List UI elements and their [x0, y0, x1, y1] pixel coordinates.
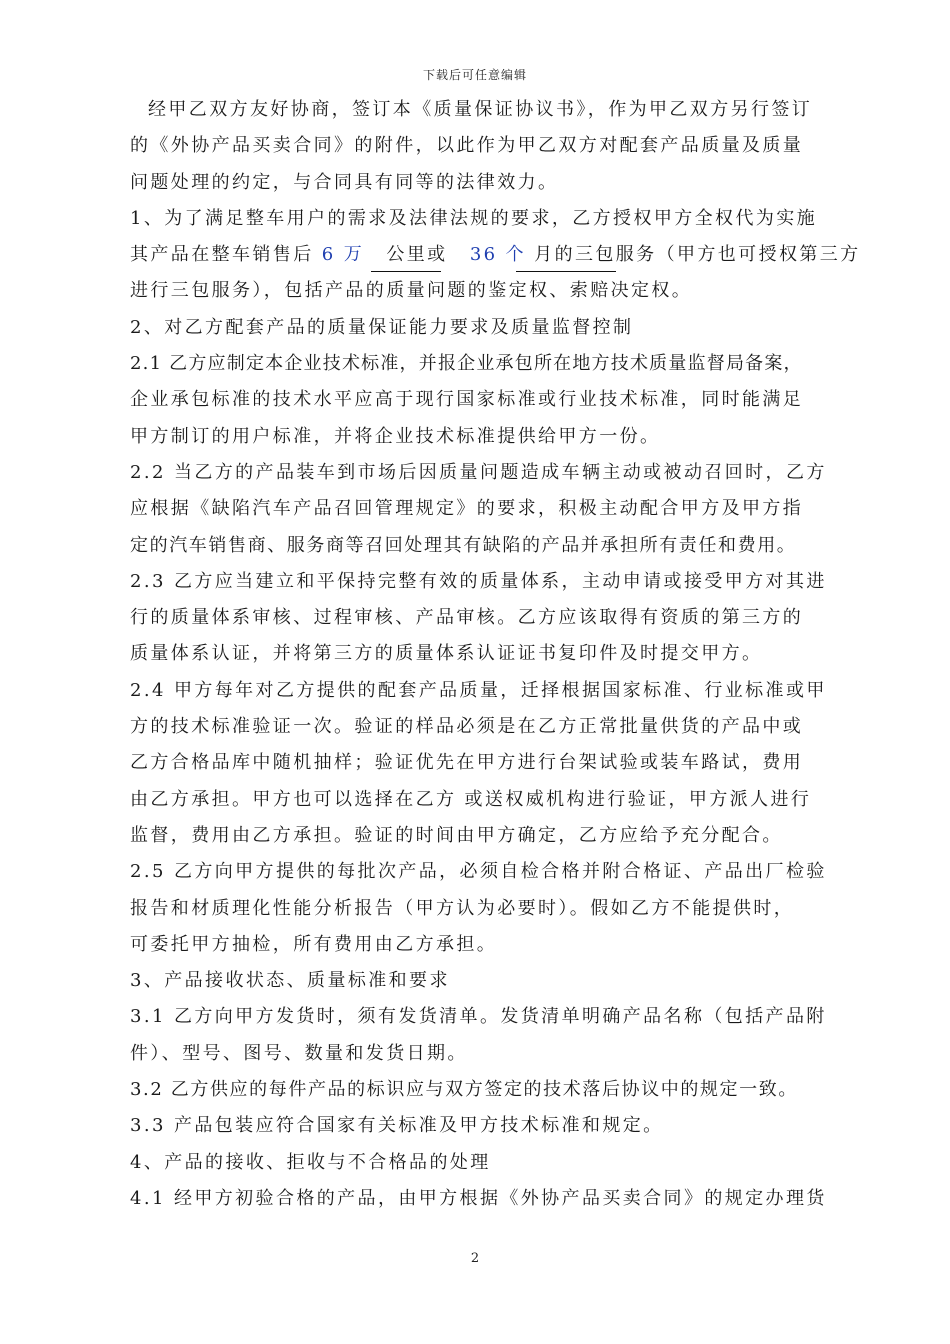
page-header: 下载后可任意编辑 [422, 68, 527, 82]
section-heading: 4、产品的接收、拒收与不合格品的处理 [130, 1151, 491, 1173]
paragraph-line: 2.3 乙方应当建立和平保持完整有效的质量体系，主动申请或接受甲方对其进 [130, 570, 827, 592]
paragraph-line: 报告和材质理化性能分析报告（甲方认为必要时）。假如乙方不能提供时， [130, 897, 795, 919]
warranty-month-value: 36 个 [469, 244, 527, 266]
paragraph-line: 行的质量体系审核、过程审核、产品审核。乙方应该取得有资质的第三方的 [130, 607, 804, 629]
paragraph-line: 问题处理的约定，与合同具有同等的法律效力。 [130, 171, 559, 193]
paragraph-line: 3.2 乙方供应的每件产品的标识应与双方签定的技术落后协议中的规定一致。 [130, 1079, 798, 1101]
warranty-text-mid1: 公里或 [386, 244, 448, 266]
paragraph-line: 经甲乙双方友好协商，签订本《质量保证协议书》，作为甲乙双方另行签订 [148, 99, 813, 120]
warranty-terms-line [130, 237, 861, 273]
paragraph-line: 2.1 乙方应制定本企业技术标准，并报企业承包所在地方技术质量监督局备案， [130, 353, 803, 375]
section-heading: 3、产品接收状态、质量标准和要求 [130, 970, 450, 992]
paragraph-line: 方的技术标准验证一次。验证的样品必须是在乙方正常批量供货的产品中或 [130, 716, 804, 738]
paragraph-line: 件）、型号、图号、数量和发货日期。 [130, 1042, 468, 1064]
warranty-text-post: （甲方也可授权第三方 [656, 244, 861, 266]
paragraph-line: 4.1 经甲方初验合格的产品，由甲方根据《外协产品买卖合同》的规定办理货 [130, 1187, 827, 1209]
paragraph-line: 应根据《缺陷汽车产品召回管理规定》的要求，积极主动配合甲方及甲方指 [130, 498, 804, 520]
paragraph-line: 由乙方承担。甲方也可以选择在乙方 或送权威机构进行验证，甲方派人进行 [130, 788, 812, 810]
warranty-text-pre: 其产品在整车销售后 [130, 244, 314, 266]
paragraph-line: 定的汽车销售商、服务商等召回处理其有缺陷的产品并承担所有责任和费用。 [130, 534, 797, 556]
warranty-text-mid2: 月的三包服务 [534, 244, 657, 266]
month-field-underline [516, 271, 616, 272]
paragraph-line: 3.3 产品包装应符合国家有关标准及甲方技术标准和规定。 [130, 1115, 664, 1137]
paragraph-line: 乙方合格品库中随机抽样；验证优先在甲方进行台架试验或装车路试，费用 [130, 752, 804, 774]
paragraph-line: 甲方制订的用户标准，并将企业技术标准提供给甲方一份。 [130, 425, 661, 447]
paragraph-line: 的《外协产品买卖合同》的附件，以此作为甲乙双方对配套产品质量及质量 [130, 135, 804, 157]
paragraph-line: 2.2 当乙方的产品装车到市场后因质量问题造成车辆主动或被动召回时，乙方 [130, 461, 827, 483]
paragraph-line: 企业承包标准的技术水平应高于现行国家标准或行业技术标准，同时能满足 [130, 389, 804, 411]
section-heading: 2、对乙方配套产品的质量保证能力要求及质量监督控制 [130, 316, 634, 338]
document-body [130, 92, 861, 1217]
warranty-km-value: 6 万 [321, 244, 365, 266]
paragraph-line: 监督，费用由乙方承担。验证的时间由甲方确定，乙方应给予充分配合。 [130, 824, 783, 846]
paragraph-line: 可委托甲方抽检，所有费用由乙方承担。 [130, 933, 498, 955]
paragraph-line: 质量体系认证，并将第三方的质量体系认证证书复印件及时提交甲方。 [130, 643, 763, 665]
paragraph-line: 3.1 乙方向甲方发货时，须有发货清单。发货清单明确产品名称（包括产品附 [130, 1006, 827, 1028]
km-field-underline [371, 271, 441, 272]
paragraph-line: 进行三包服务），包括产品的质量问题的鉴定权、索赔决定权。 [130, 280, 693, 302]
paragraph-line: 2.4 甲方每年对乙方提供的配套产品质量，迁择根据国家标准、行业标准或甲 [130, 679, 827, 701]
page-number: 2 [470, 1251, 480, 1266]
paragraph-line: 2.5 乙方向甲方提供的每批次产品，必须自检合格并附合格证、产品出厂检验 [130, 861, 827, 883]
paragraph-line: 1、为了满足整车用户的需求及法律法规的要求，乙方授权甲方全权代为实施 [130, 207, 818, 229]
